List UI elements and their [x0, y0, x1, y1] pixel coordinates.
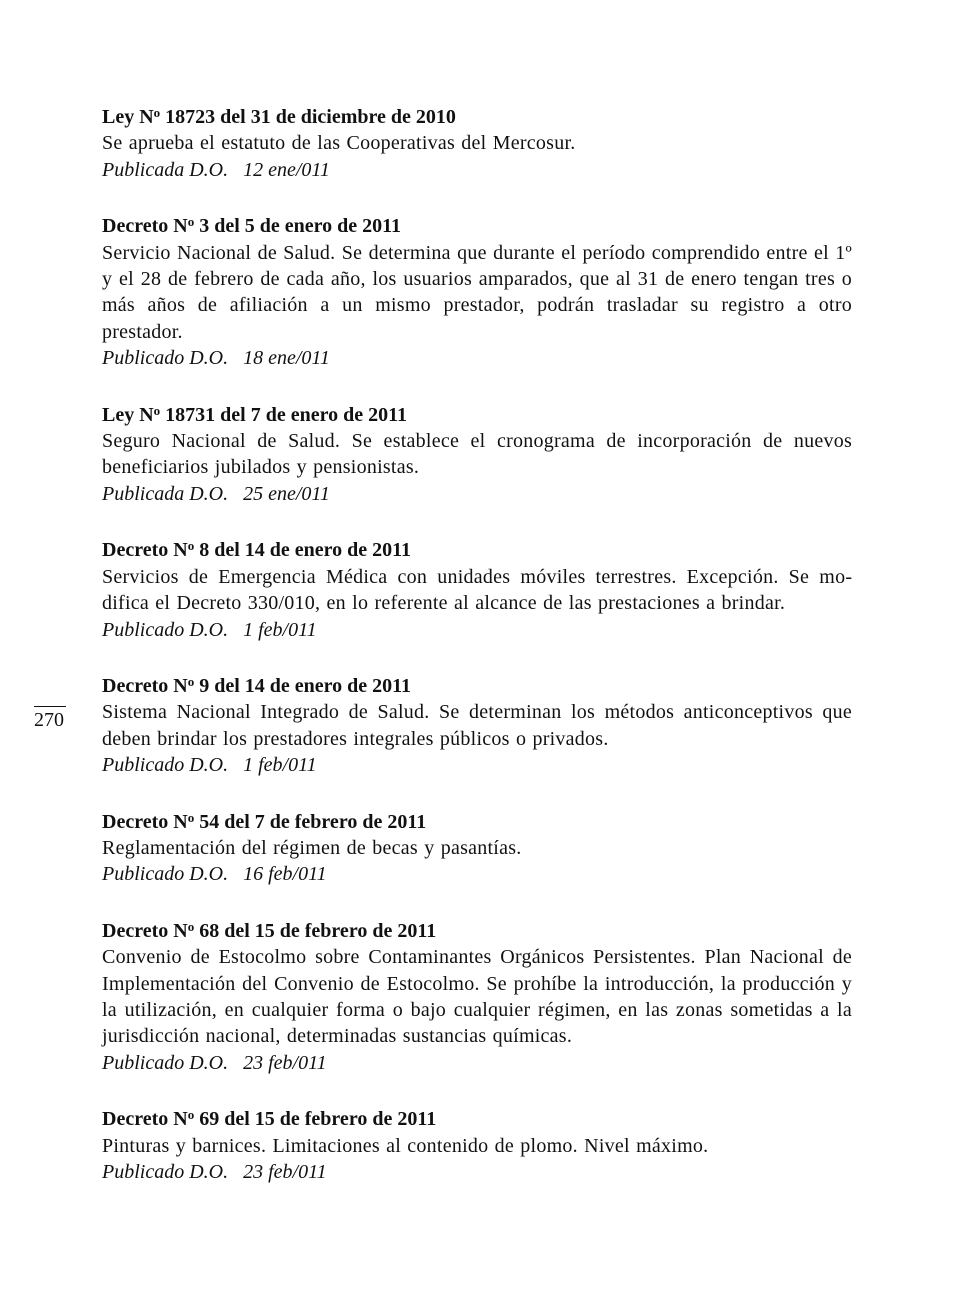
entry-publication: Publicado D.O. 18 ene/011 — [102, 347, 330, 370]
entry-title: Decreto $N^o$ 8 del 14 de enero de 2011 — [102, 538, 412, 562]
entry-description: Reglamentación del régimen de becas y pasantías. — [102, 836, 522, 859]
entry — [102, 669, 852, 779]
entry-publication: Publicada D.O. 12 ene/011 — [102, 158, 330, 181]
entries-list — [102, 100, 852, 1211]
entry-title: Decreto $N^o$ 54 del 7 de febrero de 2011 — [102, 809, 427, 833]
entry-title: Ley $N^o$ 18723 del 31 de diciembre de 2010 — [102, 105, 456, 128]
entry-description: Seguro Nacional de Salud. Se establece el cronograma de incorporación de nuevos beneficiarios jubilados y pensionistas. — [102, 430, 852, 479]
entry — [102, 533, 852, 643]
entry-title: Decreto $N^o$ 9 del 14 de enero de 2011 — [102, 673, 412, 697]
entry-publication: Publicado D.O. 1 feb/011 — [102, 754, 317, 777]
entry — [102, 805, 852, 888]
entry-publication: Publicada D.O. 25 ene/011 — [102, 482, 330, 505]
entry-description: Se aprueba el estatuto de las Cooperativas del Mercosur. — [102, 132, 576, 155]
entry — [102, 1102, 852, 1185]
entry-title: Decreto $N^o$ 69 del 15 de febrero de 2011 — [102, 1107, 437, 1131]
entry-title: Ley $N^o$ 18731 del 7 de enero de 2011 — [102, 402, 408, 426]
entry-description: Servicios de Emergencia Médica con unidades móviles terrestres. Excepción. Se modifica el Decreto 330/010, en lo referente al alcance de las prestaciones a brindar. — [102, 565, 852, 615]
entry-publication: Publicado D.O. 23 feb/011 — [102, 1051, 327, 1074]
entry — [102, 398, 852, 508]
entry-title: Decreto $N^o$ 3 del 5 de enero de 2011 — [102, 214, 402, 238]
entry-title: Decreto $N^o$ 68 del 15 de febrero de 2011 — [102, 918, 437, 942]
entry-description: Servicio Nacional de Salud. Se determina que durante el período comprendido entre el 1º y el 28 de febrero de cada año, los usuarios amparados, que al 31 de enero tengan tres o más años de afiliación a un mismo prestador, podrán trasladar su registro a otro prestador. — [102, 241, 852, 343]
page-number: 270 — [34, 709, 64, 731]
entry-description: Pinturas y barnices. Limitaciones al contenido de plomo. Nivel máximo. — [102, 1134, 709, 1157]
entry-publication: Publicado D.O. 16 feb/011 — [102, 863, 327, 886]
entry — [102, 209, 852, 371]
entry-publication: Publicado D.O. 1 feb/011 — [102, 618, 317, 641]
entry — [102, 914, 852, 1076]
entry-description: Sistema Nacional Integrado de Salud. Se determinan los métodos anticonceptivos que deben brindar los prestadores integrales públicos o privados. — [102, 701, 852, 750]
entry-publication: Publicado D.O. 23 feb/011 — [102, 1161, 327, 1183]
entry-description: Convenio de Estocolmo sobre Contaminantes Orgánicos Persistentes. Plan Nacional de Implementación del Convenio de Estocolmo. Se prohíbe la introducción, la producción y la utilización, en cualquier forma o bajo cualquier régimen, en las zonas sometidas a la jurisdicción nacional, determinadas sustancias químicas. — [102, 946, 852, 1048]
entry — [102, 100, 852, 183]
